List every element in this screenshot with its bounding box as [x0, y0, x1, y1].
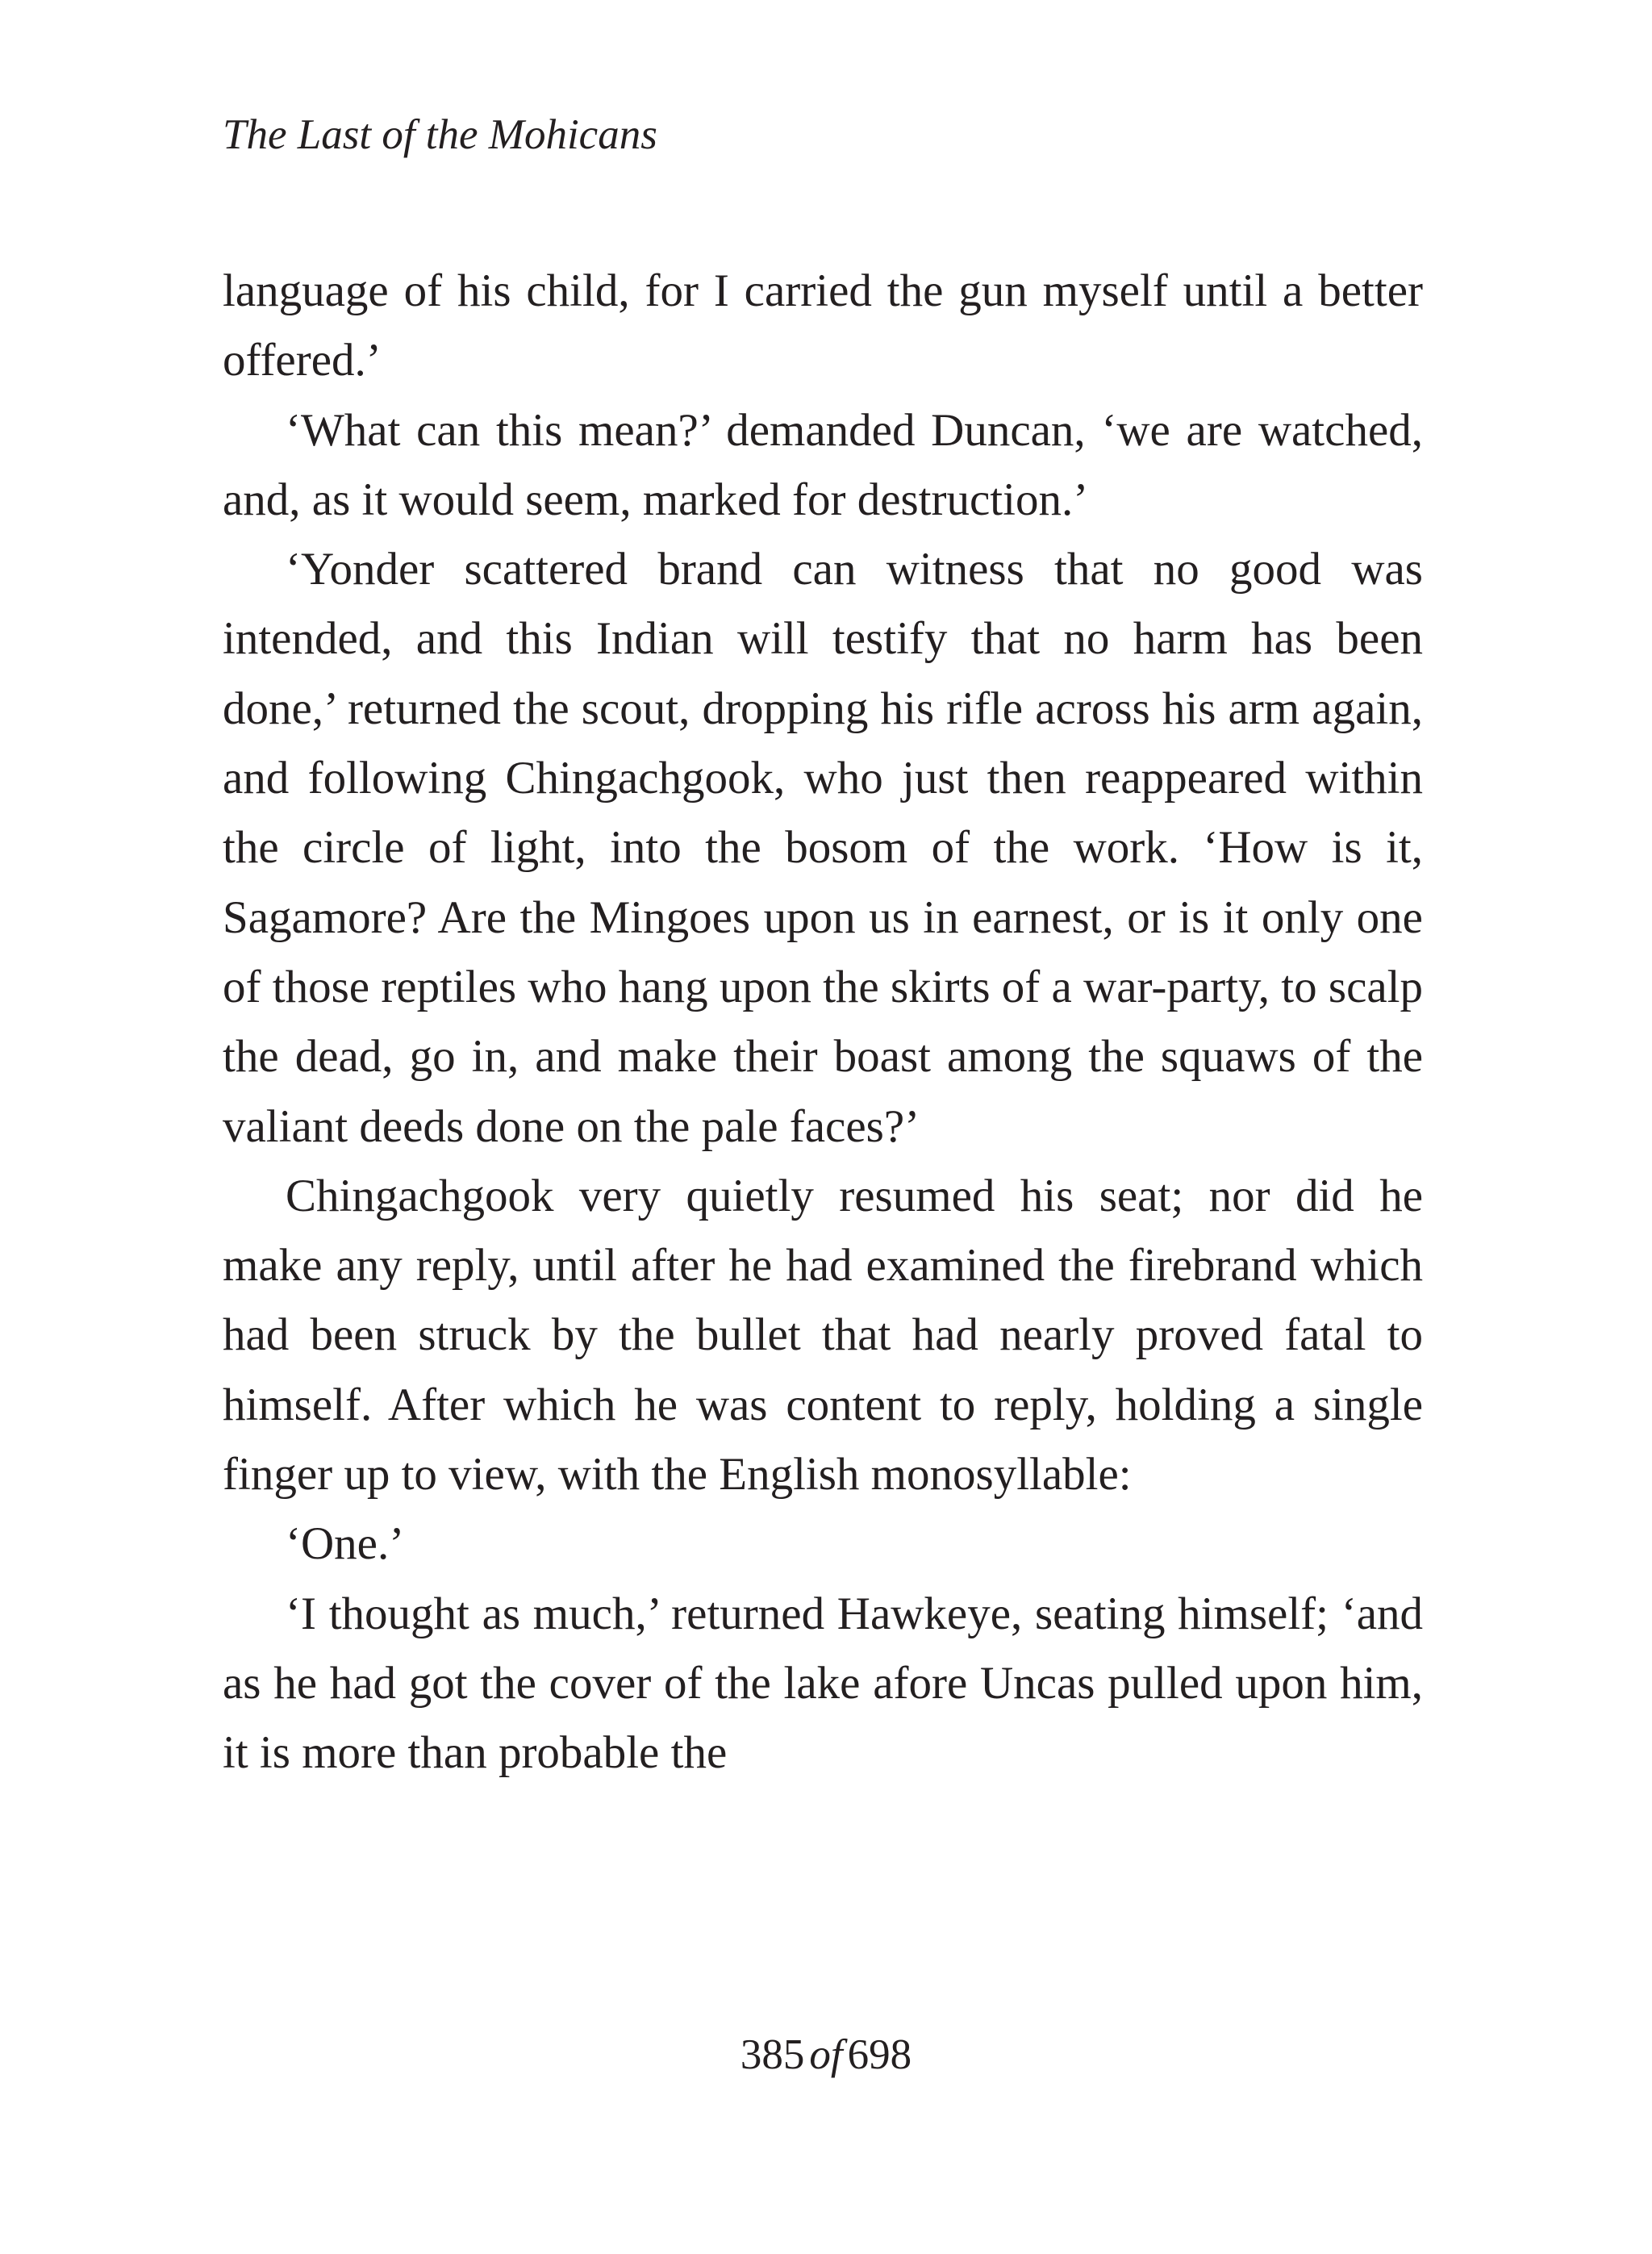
page-of-label: of: [809, 2031, 843, 2078]
paragraph: ‘Yonder scattered brand can witness that no good was intended, and this Indian will testify that no harm has been done,’ returned the scout, dropping his rifle across his arm again, and following Chingachgook, who just then reappeared within the circle of light, into the bosom of the work. ‘How is it, Sagamore? Are the Mingoes upon us in earnest, or is it only one of those reptiles who hang upon the skirts of a war-party, to scalp the dead, go in, and make their boast among the squaws of the valiant deeds done on the pale faces?’: [223, 544, 1423, 1152]
running-title: The Last of the Mohicans: [223, 111, 657, 158]
page-current: 385: [740, 2031, 805, 2078]
paragraph: ‘One.’: [286, 1518, 405, 1570]
paragraph: ‘What can this mean?’ demanded Duncan, ‘we are watched, and, as it would seem, marked for destruction.’: [223, 404, 1423, 525]
page-body: [223, 257, 1423, 1789]
paragraph: ‘I thought as much,’ returned Hawkeye, seating himself; ‘and as he had got the cover of the lake afore Uncas pulled upon him, it is more than probable the: [223, 1588, 1423, 1779]
paragraph: language of his child, for I carried the gun myself until a better offered.’: [223, 265, 1423, 386]
page-number: [0, 2027, 1652, 2083]
page-total: 698: [847, 2031, 912, 2078]
paragraph: Chingachgook very quietly resumed his seat; nor did he make any reply, until after he had examined the firebrand which had been struck by the bullet that had nearly proved fatal to himself. After which he was content to reply, holding a single finger up to view, with the English monosyllable:: [223, 1170, 1423, 1501]
